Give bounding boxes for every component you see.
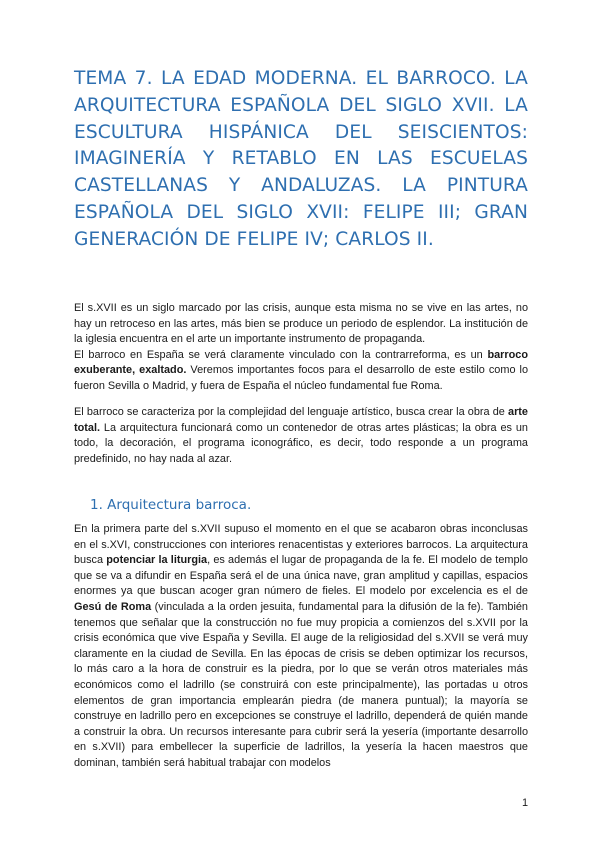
intro-text-3: Veremos importantes focos para el desarrollo de este estilo como lo fueron Sevilla o Madrid, y fuera de España el núcleo fundamental fue Roma. xyxy=(74,364,529,392)
intro-text-1: El s.XVII es un siglo marcado por las crisis, aunque esta misma no se vive en las artes, no hay un retroceso en las artes, más bien se produce un periodo de esplendor. La institución de la iglesia encuentra en el arte un importante instrumento de propaganda. xyxy=(74,302,528,346)
intro-paragraph xyxy=(74,301,528,395)
architecture-text-3: (vinculada a la orden jesuita, fundamental para la difusión de la fe). También tenemos que señalar que la construcción no fue muy propicia a comienzos del s.XVII por la crisis económica que vive España y Sevilla. El auge de la religiosidad del s.XVII se verá muy claramente en la ciudad de Sevilla. En las épocas de crisis se deben optimizar los recursos, lo más caro a la hora de construir es la piedra, por lo que se verán otros materiales más económicos como el ladrillo (se construirá con este principalmente), las portadas u otros elementos de gran importancia emplearán piedra (de manera puntual); la mayoría se construye en ladrillo pero en excepciones se construye el ladrillo, dependerá de quién mande a construir la obra. Un recursos interesante para cubrir será la yesería (importante desarrollo en s.XVII) para embellecer la superficie de ladrillos, la yesería la hacen maestros que dominan, también será habitual trabajar con modelos xyxy=(74,600,528,769)
architecture-bold-liturgia: potenciar la liturgia xyxy=(106,554,208,567)
architecture-text-2: , es además el lugar de propaganda de la fe. El modelo de templo que se va a difundir en España será el de una única nave, gran amplitud y capillas, espacios enormes ya que buscan acoger gran número de fieles. El modelo por excelencia es el de xyxy=(74,554,528,598)
section-heading-arquitectura: 1. Arquitectura barroca. xyxy=(90,497,252,513)
characteristics-bold-arte-total: arte total. xyxy=(74,406,528,434)
intro-bold-barroco-exuberante: barroco exuberante, exaltado. xyxy=(74,348,528,377)
characteristics-paragraph xyxy=(74,405,528,467)
page-number: 1 xyxy=(521,797,528,809)
characteristics-text-2: La arquitectura funcionará como un contenedor de otras artes plásticas; la obra es un todo, la decoración, el programa iconográfico, es decir, todo responde a un programa predefinido, no hay nada al azar. xyxy=(74,421,528,465)
architecture-paragraph xyxy=(74,522,528,772)
intro-text-2: El barroco en España se verá claramente vinculado con la contrarreforma, es un xyxy=(74,348,488,361)
characteristics-text-1: El barroco se caracteriza por la complejidad del lenguaje artístico, busca crear la obra de xyxy=(74,406,509,418)
architecture-bold-gesu: Gesú de Roma xyxy=(74,600,152,613)
architecture-text-1: En la primera parte del s.XVII supuso el momento en el que se acabaron obras inconclusas en el s.XVI, construcciones con interiores renacentistas y exteriores barrocos. La arquitectura busca xyxy=(74,523,528,567)
document-title: TEMA 7. LA EDAD MODERNA. EL BARROCO. LA ARQUITECTURA ESPAÑOLA DEL SIGLO XVII. LA ESCULTURA HISPÁNICA DEL SEISCIENTOS: IMAGINERÍA Y RETABLO EN LAS ESCUELAS CASTELLANAS Y ANDALUZAS. LA PINTURA ESPAÑOLA DEL SIGLO XVII: FELIPE III; GRAN GENERACIÓN DE FELIPE IV; CARLOS II. xyxy=(74,68,528,250)
